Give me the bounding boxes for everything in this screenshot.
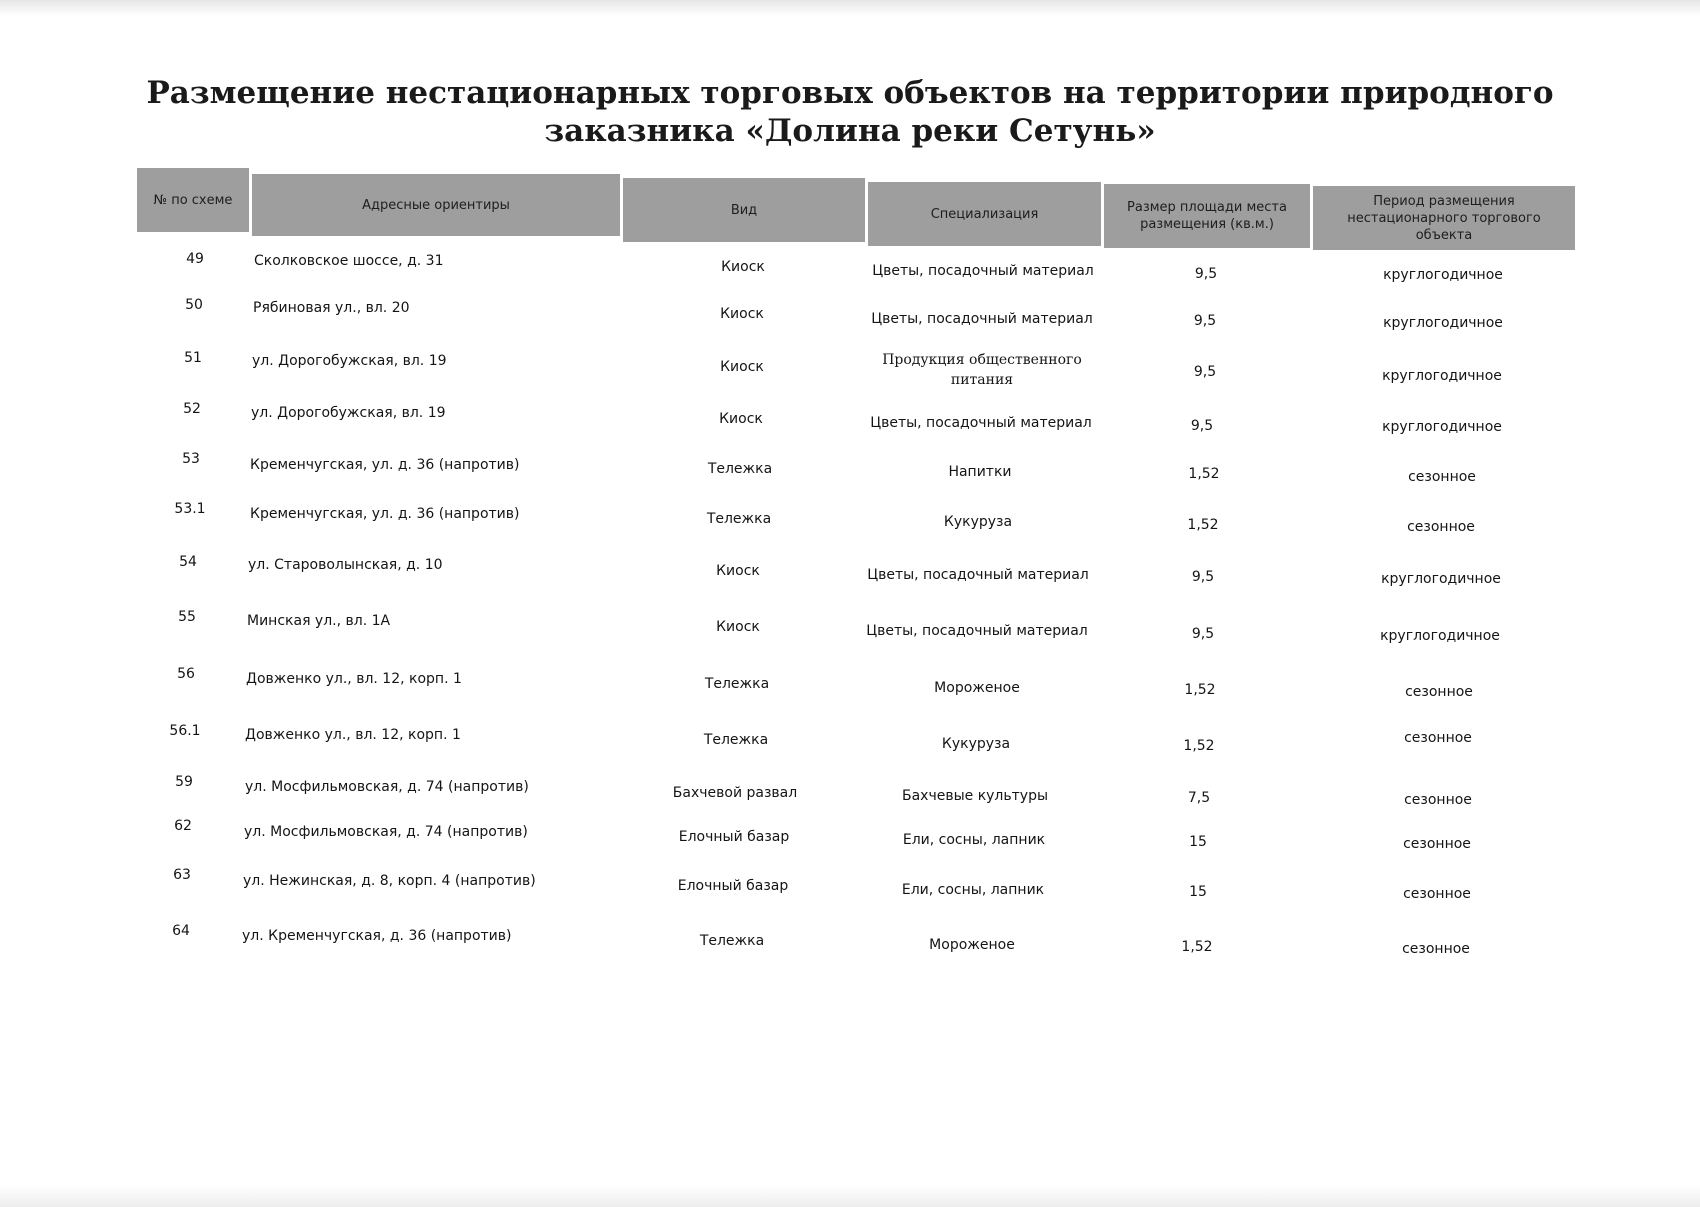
cell-period: сезонное [1403,836,1471,852]
cell-specialization: Продукция общественного питания [882,352,1082,388]
cell-specialization: Цветы, посадочный материал [871,311,1093,327]
cell-address: Довженко ул., вл. 12, корп. 1 [245,727,461,743]
cell-num: 56.1 [169,723,201,739]
cell-address: ул. Нежинская, д. 8, корп. 4 (напротив) [243,873,536,889]
cell-period: круглогодичное [1383,267,1503,283]
cell-area: 9,5 [1193,364,1217,380]
cell-specialization: Цветы, посадочный материал [870,415,1092,431]
cell-num: 62 [174,818,192,834]
cell-area: 9,5 [1191,569,1215,585]
cell-kind: Киоск [716,563,760,579]
cell-area: 1,52 [1184,682,1216,698]
cell-area: 7,5 [1187,790,1211,806]
cell-specialization: Ели, сосны, лапник [902,832,1046,848]
cell-specialization: Мороженое [929,937,1015,953]
cell-specialization: Ели, сосны, лапник [901,882,1045,898]
cell-period: сезонное [1405,684,1473,700]
cell-address: ул. Мосфильмовская, д. 74 (напротив) [245,779,529,795]
cell-num: 50 [185,297,203,313]
cell-num: 56 [177,666,195,682]
cell-kind: Киоск [719,411,763,427]
cell-num: 52 [183,401,201,417]
cell-kind: Тележка [704,676,770,692]
cell-address: ул. Дорогобужская, вл. 19 [252,353,447,369]
scan-bottom-edge [0,1185,1700,1207]
cell-specialization: Кукуруза [943,514,1013,530]
cell-num: 64 [172,923,190,939]
cell-address: ул. Кременчугская, д. 36 (напротив) [242,928,512,944]
cell-specialization: Бахчевые культуры [901,788,1049,804]
cell-kind: Тележка [707,461,773,477]
cell-address: Сколковское шоссе, д. 31 [254,253,444,269]
cell-num: 59 [175,774,193,790]
cell-address: ул. Дорогобужская, вл. 19 [251,405,446,421]
cell-area: 9,5 [1191,626,1215,642]
cell-address: Довженко ул., вл. 12, корп. 1 [246,671,462,687]
cell-num: 53.1 [174,501,206,517]
scan-top-edge [0,0,1700,16]
cell-kind: Киоск [720,359,764,375]
cell-specialization: Мороженое [934,680,1020,696]
cell-address: Кременчугская, ул. д. 36 (напротив) [250,457,520,473]
cell-specialization: Цветы, посадочный материал [867,567,1089,583]
cell-period: сезонное [1404,730,1472,746]
cell-kind: Тележка [703,732,769,748]
cell-area: 9,5 [1194,266,1218,282]
cell-address: Рябиновая ул., вл. 20 [253,300,410,316]
document-title: Размещение нестационарных торговых объектов на территории природного заказника «Долина реки Сетунь» [146,75,1554,149]
header-address: Адресные ориентиры [252,174,620,236]
header-area: Размер площади места размещения (кв.м.) [1104,184,1310,248]
cell-period: сезонное [1404,792,1472,808]
cell-area: 15 [1189,884,1207,900]
cell-area: 1,52 [1183,738,1215,754]
cell-kind: Киоск [721,259,765,275]
cell-period: сезонное [1402,941,1470,957]
cell-kind: Елочный базар [677,878,789,894]
header-num: № по схеме [137,168,249,232]
cell-area: 1,52 [1181,939,1213,955]
cell-address: ул. Мосфильмовская, д. 74 (напротив) [244,824,528,840]
cell-address: Минская ул., вл. 1А [247,613,391,629]
cell-period: круглогодичное [1380,628,1500,644]
cell-num: 49 [186,251,204,267]
cell-area: 1,52 [1187,517,1219,533]
cell-kind: Тележка [706,511,772,527]
cell-specialization: Цветы, посадочный материал [866,623,1088,639]
cell-period: сезонное [1403,886,1471,902]
cell-period: круглогодичное [1381,571,1501,587]
cell-area: 1,52 [1188,466,1220,482]
header-kind: Вид [623,178,865,242]
cell-kind: Бахчевой развал [672,785,798,801]
cell-kind: Елочный базар [678,829,790,845]
cell-period: круглогодичное [1382,368,1502,384]
cell-specialization: Кукуруза [941,736,1011,752]
cell-num: 51 [184,350,202,366]
cell-period: круглогодичное [1383,315,1503,331]
cell-kind: Киоск [720,306,764,322]
cell-num: 55 [178,609,196,625]
cell-area: 15 [1189,834,1207,850]
header-specialization: Специализация [868,182,1101,246]
cell-num: 53 [182,451,200,467]
cell-area: 9,5 [1190,418,1214,434]
cell-address: Кременчугская, ул. д. 36 (напротив) [250,506,520,522]
cell-specialization: Напитки [948,464,1012,480]
cell-address: ул. Староволынская, д. 10 [248,557,443,573]
cell-kind: Киоск [716,619,760,635]
cell-period: сезонное [1407,519,1475,535]
cell-specialization: Цветы, посадочный материал [872,263,1094,279]
cell-kind: Тележка [699,933,765,949]
cell-period: сезонное [1408,469,1476,485]
cell-area: 9,5 [1193,313,1217,329]
header-period: Период размещения нестационарного торгового объекта [1313,186,1575,250]
cell-num: 54 [179,554,197,570]
cell-period: круглогодичное [1382,419,1502,435]
cell-num: 63 [173,867,191,883]
